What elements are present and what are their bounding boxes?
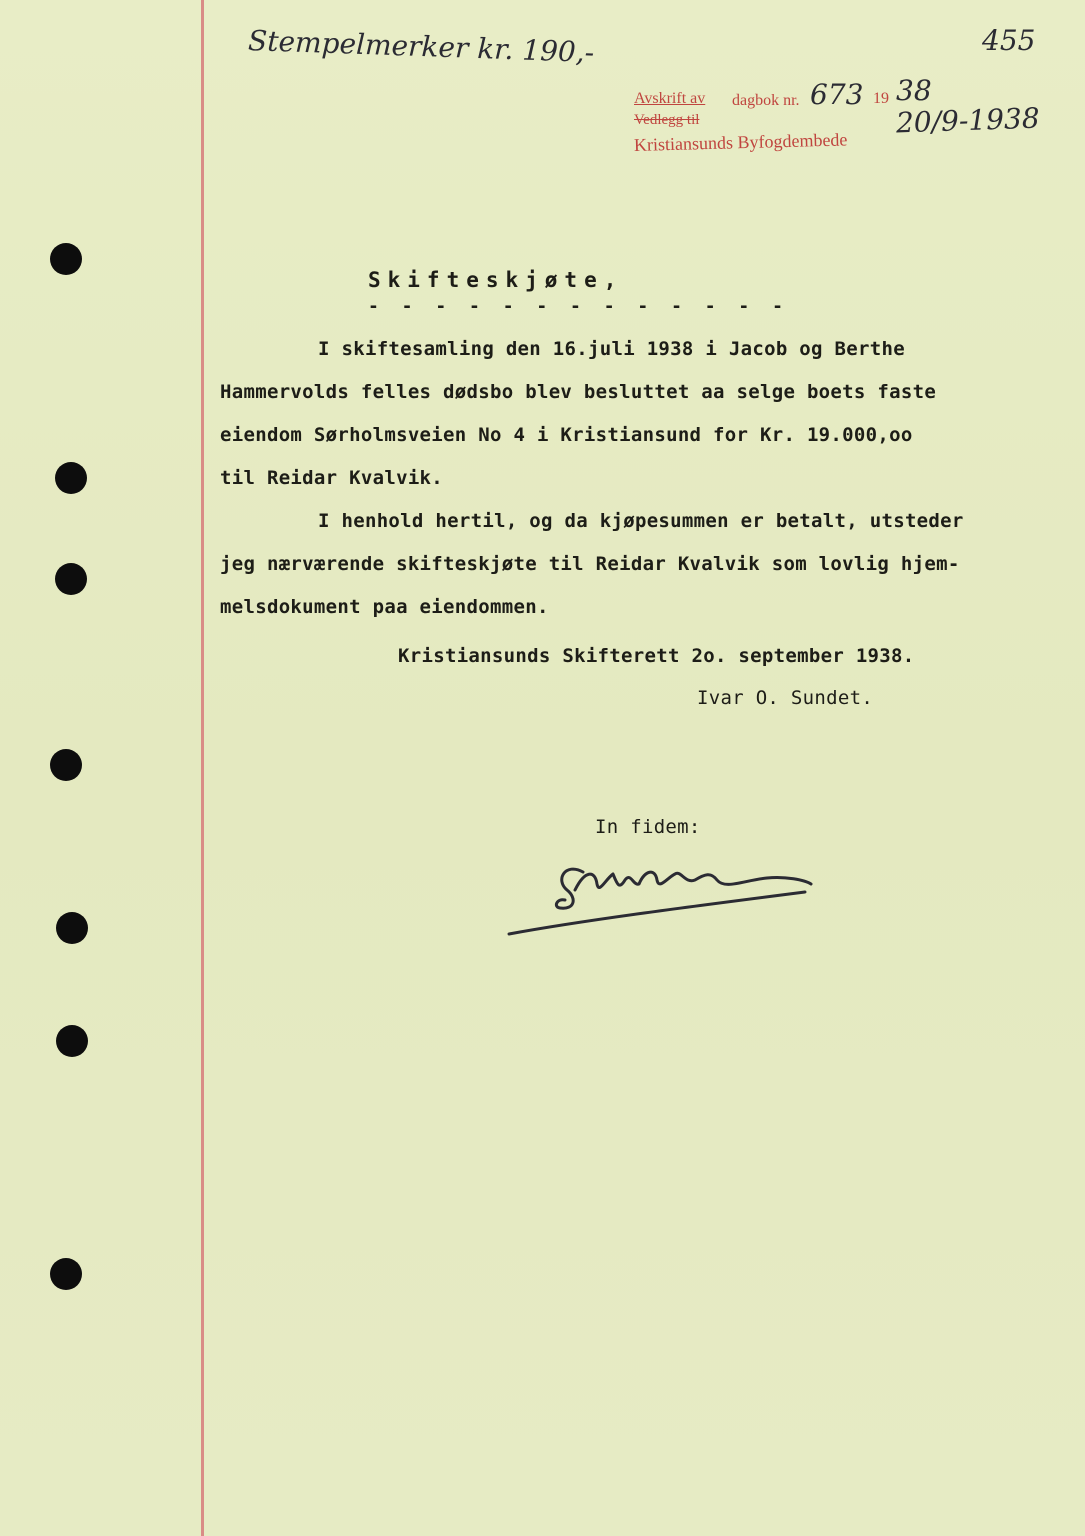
stamp-journal-no: dagbok nr. <box>732 92 800 109</box>
title-underline: - - - - - - - - - - - - - <box>368 296 789 317</box>
journal-entry-year: 38 <box>896 74 932 107</box>
journal-entry-number: 673 <box>810 78 864 111</box>
body-line: til Reidar Kvalvik. <box>220 467 444 489</box>
body-line: jeg nærværende skifteskjøte til Reidar Kvalvik som lovlig hjem- <box>220 553 960 575</box>
document-title: Skifteskjøte, <box>368 268 624 292</box>
body-line: I skiftesamling den 16.juli 1938 i Jacob og Berthe <box>318 338 905 360</box>
binder-hole <box>50 1258 82 1290</box>
place-and-date: Kristiansunds Skifterett 2o. september 1938. <box>398 645 915 667</box>
body-line: I henhold hertil, og da kjøpesummen er betalt, utsteder <box>318 510 964 532</box>
stamp-court-office: Kristiansunds Byfogdembede <box>633 129 848 155</box>
binder-hole <box>55 462 87 494</box>
body-line: melsdokument paa eiendommen. <box>220 596 549 618</box>
body-line: Hammervolds felles dødsbo blev besluttet aa selge boets faste <box>220 381 937 403</box>
stamp-copy-of: Avskrift av <box>634 90 706 107</box>
signatory-name: Ivar O. Sundet. <box>697 687 874 709</box>
page-number: 455 <box>982 24 1036 57</box>
handwritten-signature <box>505 850 825 950</box>
certification-label: In fidem: <box>595 816 701 838</box>
body-line: eiendom Sørholmsveien No 4 i Kristiansund for Kr. 19.000,oo <box>220 424 913 446</box>
binder-hole <box>56 1025 88 1057</box>
binder-hole <box>50 749 82 781</box>
handwritten-date: 20/9-1938 <box>895 101 1041 140</box>
stamp-attachment-to: Vedlegg til <box>634 112 700 128</box>
binder-hole <box>50 243 82 275</box>
stamp-year-prefix: 19 <box>873 90 889 107</box>
binder-hole <box>56 912 88 944</box>
stamp-duty-note: Stempelmerker kr. 190,- <box>247 23 595 70</box>
binder-hole <box>55 563 87 595</box>
margin-rule <box>201 0 204 1536</box>
